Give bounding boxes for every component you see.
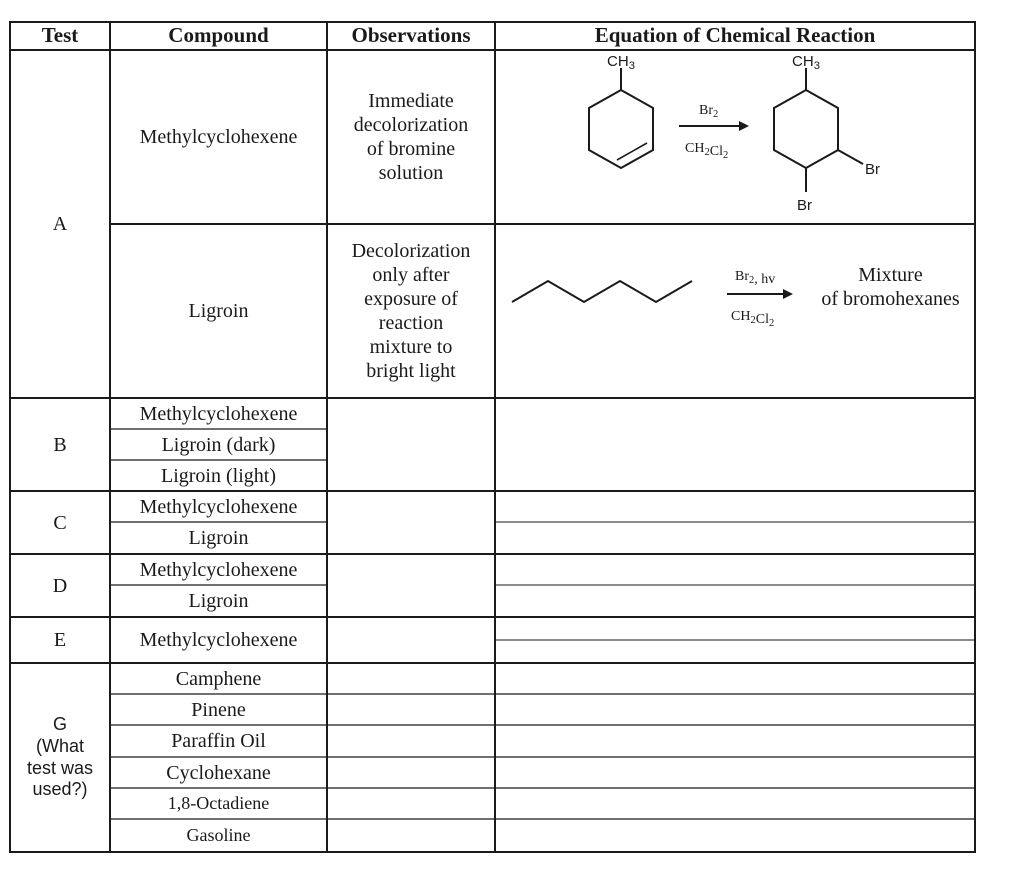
test-b-compound-ligroin-dark: Ligroin (dark) (161, 433, 276, 456)
reactant-double-bond (617, 143, 647, 160)
test-g-compound-pinene: Pinene (191, 698, 246, 721)
header-observations: Observations (351, 23, 471, 48)
product-br-label-1: Br (865, 161, 880, 178)
test-a-compound-ligroin: Ligroin (188, 300, 249, 322)
test-b-compound-methylcyclohexene: Methylcyclohexene (139, 402, 298, 425)
test-g-compound-cyclohexane: Cyclohexane (166, 761, 271, 784)
test-c-compound-methylcyclohexene: Methylcyclohexene (139, 495, 298, 518)
reactant-ring (589, 90, 653, 168)
test-c-label: C (53, 511, 67, 534)
test-a-observation-ligroin: Decolorization only after exposure of reaction mixture to bright light (351, 240, 471, 382)
test-a-compound-methylcyclohexene: Methylcyclohexene (139, 126, 298, 148)
test-g-compound-paraffin-oil: Paraffin Oil (171, 730, 266, 752)
test-b-compound-ligroin-light: Ligroin (light) (161, 464, 276, 487)
test-g-compound-camphene: Camphene (175, 667, 262, 690)
reagent-br2-hv-label: $Br_2$, hv (735, 269, 776, 287)
test-c-compound-ligroin: Ligroin (188, 527, 249, 549)
product-ch3-label: $CH_3$ (792, 53, 820, 72)
product-br-bond-1 (838, 150, 863, 164)
reaction-bromination-methylcyclohexene (495, 50, 975, 224)
product-br-label-2: Br (797, 197, 812, 214)
test-d-label: D (52, 574, 68, 597)
test-d-compound-ligroin: Ligroin (188, 590, 249, 612)
test-g-compound-octadiene: 1,8-Octadiene (167, 792, 270, 813)
reactant-ch3-label: $CH_3$ (607, 53, 635, 72)
test-e-label: E (53, 629, 67, 651)
header-equation: Equation of Chemical Reaction (594, 23, 876, 48)
test-e-compound-methylcyclohexene: Methylcyclohexene (139, 629, 298, 651)
test-a-observation-methylcyclohexene: Immediate decolorization of bromine solution (353, 90, 469, 184)
reagent-solvent-label-2: $CH_2Cl_2$ (731, 309, 775, 329)
test-d-compound-methylcyclohexene: Methylcyclohexene (139, 558, 298, 581)
reagent-solvent-label: $CH_2Cl_2$ (685, 141, 729, 161)
reaction-arrowhead-1 (739, 121, 749, 131)
product-mixture-text: Mixture of bromohexanes (821, 264, 960, 310)
header-compound: Compound (168, 23, 269, 48)
test-g-compound-gasoline: Gasoline (186, 824, 251, 845)
test-a-label: A (52, 213, 68, 235)
hexane-zigzag (512, 281, 692, 302)
product-ring (774, 90, 838, 168)
reagent-br2-label: $Br_2$ (699, 103, 719, 120)
test-g-label: G (What test was used?) (26, 714, 94, 800)
test-b-label: B (53, 433, 67, 456)
reaction-arrowhead-2 (783, 289, 793, 299)
header-test: Test (41, 23, 79, 48)
